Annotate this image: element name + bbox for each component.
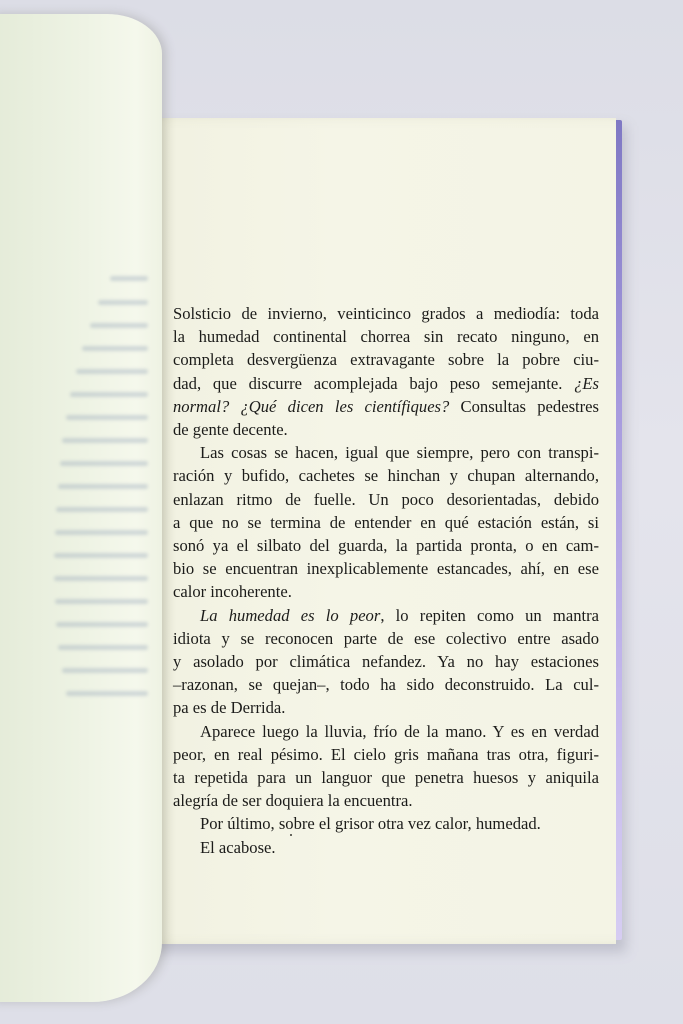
text-line	[173, 836, 599, 859]
text-run: calor incoherente.	[173, 582, 292, 602]
text-run: a que no se termina de entender en qué estación están, si	[173, 512, 599, 532]
text-run: enlazan ritmo de fuelle. Un poco desorientadas, debido	[173, 489, 599, 509]
text-run: y asolado por climática nefandez. Ya no hay estaciones	[173, 652, 599, 672]
text-line	[173, 580, 599, 603]
text-line	[173, 673, 599, 696]
bleed-through-text	[110, 276, 148, 281]
text-run: El acabose.	[200, 837, 276, 857]
text-run: dad, que discurre acomplejada bajo peso semejante.	[173, 373, 575, 393]
text-line	[173, 488, 599, 511]
text-line	[173, 627, 599, 650]
text-line	[173, 743, 599, 766]
text-line	[173, 348, 599, 371]
bleed-through-text	[98, 300, 148, 305]
text-run: , lo repiten como un mantra	[380, 605, 599, 625]
bleed-through-text	[90, 323, 148, 328]
text-line	[173, 418, 599, 441]
text-line	[173, 372, 599, 395]
italic-text: ¿Es	[574, 373, 599, 393]
paragraph	[173, 441, 599, 603]
paragraph	[173, 302, 599, 441]
text-line	[173, 812, 599, 835]
bleed-through-text	[66, 691, 148, 696]
bleed-through-text	[55, 530, 148, 535]
text-run: –razonan, se quejan–, todo ha sido deconstruido. La cul-	[173, 675, 599, 695]
text-line	[173, 696, 599, 719]
text-run: la humedad continental chorrea sin recato ninguno, en	[173, 327, 599, 347]
paragraph	[173, 604, 599, 720]
text-run: Consultas pedestres	[449, 396, 599, 416]
text-line	[173, 325, 599, 348]
paragraph	[173, 836, 599, 859]
bleed-through-text	[60, 461, 148, 466]
text-run: idiota y se reconocen parte de ese colectivo entre asado	[173, 628, 599, 648]
bleed-through-text	[54, 576, 148, 581]
bleed-through-text	[55, 599, 148, 604]
text-run: pa es de Derrida.	[173, 698, 286, 718]
text-line	[173, 557, 599, 580]
bleed-through-text	[58, 484, 148, 489]
bleed-through-text	[76, 369, 148, 374]
bleed-through-text	[62, 668, 148, 673]
text-run: bio se encuentran inexplicablemente estancades, ahí, en ese	[173, 559, 599, 579]
text-run: ración y bufido, cachetes se hinchan y chupan alternando,	[173, 466, 599, 486]
bleed-through-text	[56, 622, 148, 627]
text-run: Aparece luego la lluvia, frío de la mano. Y es en verdad	[200, 721, 599, 741]
text-run: Solsticio de invierno, veinticinco grados a mediodía: toda	[173, 304, 599, 323]
bleed-through-text	[82, 346, 148, 351]
page-body-text	[173, 302, 599, 859]
text-line	[173, 511, 599, 534]
text-run: ta repetida para un languor que penetra huesos y aniquila	[173, 768, 599, 788]
bleed-through-text	[56, 507, 148, 512]
text-run: alegría de ser doquiera la encuentra.	[173, 791, 413, 811]
text-line	[173, 604, 599, 627]
text-line	[173, 441, 599, 464]
text-line	[173, 302, 599, 325]
text-line	[173, 766, 599, 789]
text-line	[173, 789, 599, 812]
left-page-curled	[0, 14, 162, 1002]
text-run: de gente decente.	[173, 420, 288, 440]
italic-text: La humedad es lo peor	[200, 605, 381, 625]
text-run: completa desvergüenza extravagante sobre la pobre ciu-	[173, 350, 599, 370]
text-line	[173, 464, 599, 487]
bleed-through-text	[70, 392, 148, 397]
bleed-through-text	[54, 553, 148, 558]
text-line	[173, 395, 599, 418]
bleed-through-text	[66, 415, 148, 420]
italic-text: normal? ¿Qué dicen les científiques?	[173, 396, 450, 416]
text-line	[173, 720, 599, 743]
text-run: Las cosas se hacen, igual que siempre, pero con transpi-	[200, 443, 599, 463]
text-run: sonó ya el silbato del guarda, la partida pronta, o en cam-	[173, 536, 599, 556]
paragraph	[173, 720, 599, 813]
text-run: Por último, sobre el grisor otra vez calor, humedad.	[200, 814, 541, 834]
bleed-through-text	[62, 438, 148, 443]
text-line	[173, 534, 599, 557]
text-run: peor, en real pésimo. El cielo gris mañana tras otra, figuri-	[173, 744, 599, 764]
paragraph	[173, 812, 599, 835]
bleed-through-text	[58, 645, 148, 650]
text-line	[173, 650, 599, 673]
